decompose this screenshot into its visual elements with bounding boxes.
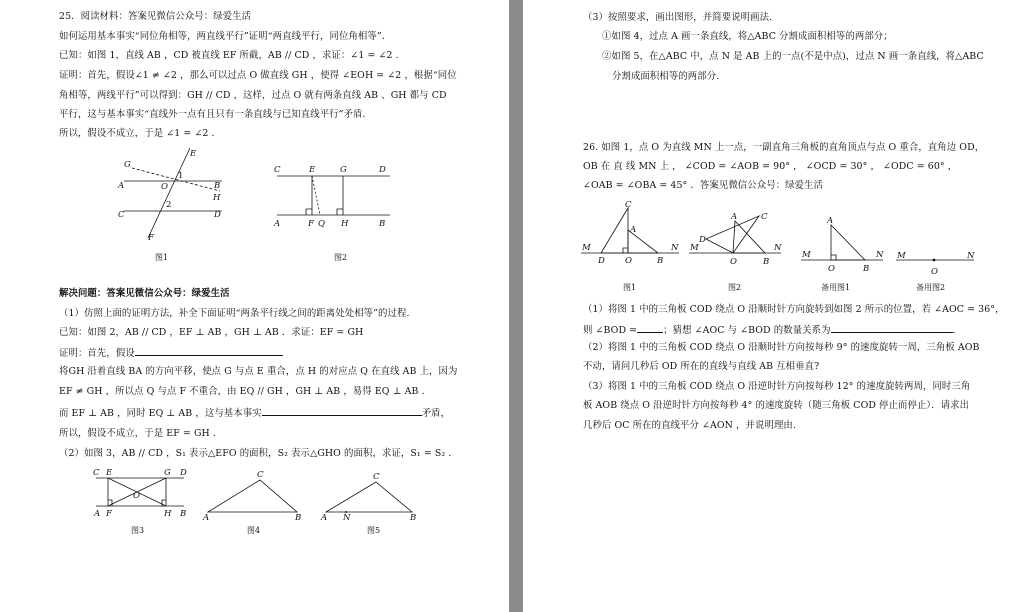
right-angle-h [337, 209, 343, 215]
figure-r3 [801, 215, 886, 273]
fig2-caption: 图2 [334, 253, 348, 262]
fig5-label-b: B [410, 513, 417, 523]
text-line [59, 346, 283, 360]
r1-label-o: O [625, 256, 632, 266]
right-angle-f [306, 209, 312, 215]
fig1-label-2: 2 [166, 200, 172, 210]
q26-title: 26. 如图 1，点 O 为直线 MN 上一点，一副直角三角板的直角顶点与点 O 重合，直角边 OD， [583, 142, 985, 153]
fig2-label-h: H [341, 219, 349, 229]
text-line: 将GH 沿着直线 BA 的方向平移，使点 G 与点 E 重合，点 H 的对应点 Q 在直线 AB 上，因为 [59, 366, 458, 377]
fig1-label-e: E [190, 149, 197, 159]
fig2-label-d: D [379, 165, 386, 175]
text-line: ①如图 4，过点 A 画一条直线，将△ABC 分割成面积相等的两部分； [602, 31, 893, 42]
figure-2 [272, 160, 397, 232]
text-line: 则 ∠BOD = ；猜想 ∠AOC 与 ∠BOD 的数量关系为 . [583, 325, 956, 336]
fig4-label-c: C [257, 470, 264, 480]
r-fig2-caption: 图2 [728, 283, 742, 292]
line-ef [148, 148, 190, 238]
proof-start: 证明：首先，假设 [59, 348, 135, 359]
fig1-label-h: H [213, 193, 221, 203]
fig1-label-g: G [124, 160, 131, 170]
answer-blank-2[interactable] [262, 406, 422, 416]
right-angle-o [623, 248, 628, 253]
fig4-label-a: A [203, 513, 210, 523]
fig1-label-b: B [214, 181, 221, 191]
fig3-label-a: A [94, 509, 101, 519]
fig1-label-f: F [148, 233, 154, 243]
r1-label-m: M [582, 243, 591, 253]
text-line: 已知：如图 2，AB // CD ，EF ⊥ AB ，GH ⊥ AB ．求证：EF = GH [59, 327, 364, 338]
r-fig4-caption: 备用图2 [916, 283, 946, 292]
figure-3 [90, 466, 190, 522]
fig1-label-d: D [214, 210, 221, 220]
text-line [59, 406, 450, 420]
fig1-label-o: O [161, 182, 168, 192]
fig3-label-c: C [93, 468, 100, 478]
page-left [0, 0, 509, 612]
right-angle-o [831, 255, 836, 260]
fact-text: 而 EF ⊥ AB ，同时 EQ ⊥ AB ，这与基本事实 [59, 408, 262, 419]
fig3-label-e: E [106, 468, 113, 478]
fig4-caption: 图4 [247, 526, 261, 535]
text-line: 分割成面积相等的两部分. [612, 71, 720, 82]
fig3-label-h: H [164, 509, 172, 519]
point-o [933, 259, 936, 262]
contradiction-text: 矛盾， [421, 408, 451, 419]
text-line: （3）按照要求，画出图形，并简要说明画法. [583, 12, 773, 23]
text-line: 如何运用基本事实“同位角相等，两直线平行”证明“两直线平行，同位角相等”． [59, 31, 392, 42]
r1-label-a: A [630, 225, 637, 235]
r4-label-n: N [967, 251, 975, 261]
q1-prefix: 则 ∠BOD = [583, 325, 638, 336]
figure-4 [202, 470, 302, 522]
r2-label-n: N [774, 243, 782, 253]
r2-label-c: C [761, 212, 768, 222]
line-gh [132, 168, 220, 191]
fig2-label-f: F [308, 219, 314, 229]
r4-label-o: O [931, 267, 938, 277]
page-right [523, 0, 1036, 612]
text-line: ∠OAB = ∠OBA = 45° ．答案见微信公众号：绿爱生活 [583, 180, 824, 191]
fig1-label-1: 1 [178, 171, 184, 181]
triangle-cod [601, 208, 628, 253]
r1-label-c: C [625, 200, 632, 210]
text-line: 平行，这与基本事实“直线外一点有且只有一条直线与已知直线平行”矛盾． [59, 109, 372, 120]
fig3-label-o: O [133, 491, 140, 501]
text-line: 不动，请问几秒后 OD 所在的直线与直线 AB 互相垂直? [583, 361, 820, 372]
fig2-label-e: E [309, 165, 316, 175]
r2-label-d: D [699, 235, 706, 245]
figure-1 [112, 143, 232, 243]
fig1-label-a: A [118, 181, 125, 191]
text-line: ②如图 5，在△ABC 中，点 N 是 AB 上的一点(不是中点)，过点 N 画一条直线，将△ABC [602, 51, 984, 62]
text-line: 证明：首先，假设∠1 ≠ ∠2 ，那么可以过点 O 做直线 GH ，使得 ∠EOH = ∠2 ，根据“同位 [59, 70, 457, 81]
text-line: 几秒后 OC 所在的直线平分 ∠AON ，并说明理由. [583, 420, 796, 431]
r2-label-a: A [731, 212, 738, 222]
r1-label-d: D [598, 256, 605, 266]
triangle-abc [326, 482, 412, 512]
figure-r1 [581, 198, 681, 270]
r3-label-n: N [876, 250, 884, 260]
fig3-label-d: D [180, 468, 187, 478]
text-line: （1）仿照上面的证明方法，补全下面证明“两条平行线之间的距离处处相等”的过程. [59, 308, 410, 319]
fig3-label-b: B [180, 509, 187, 519]
answer-blank-1[interactable] [135, 346, 283, 356]
figure-r2 [689, 208, 784, 270]
q1-middle: ；猜想 ∠AOC 与 ∠BOD 的数量关系为 [663, 325, 831, 336]
answer-blank-relation[interactable] [831, 323, 953, 333]
triangle-abc [208, 480, 297, 512]
solve-title: 解决问题：答案见微信公众号：绿爱生活 [59, 288, 230, 299]
fig1-caption: 图1 [155, 253, 169, 262]
fig2-label-b: B [379, 219, 386, 229]
fig4-label-b: B [295, 513, 302, 523]
r2-label-m: M [690, 243, 699, 253]
text-line: 角相等，两线平行”可以得到：GH // CD ，这样，过点 O 就有两条直线 AB 、GH 都与 CD [59, 90, 447, 101]
r-fig3-caption: 备用图1 [821, 283, 851, 292]
r3-label-m: M [802, 250, 811, 260]
fig3-label-f: F [106, 509, 112, 519]
text-line: （3）将图 1 中的三角板 COD 绕点 O 沿逆时针方向按每秒 12° 的速度旋转两周，同时三角 [583, 381, 971, 392]
text-line: 所以，假设不成立，于是 EF = GH . [59, 428, 216, 439]
r1-label-n: N [671, 243, 679, 253]
text-line: 板 AOB 绕点 O 沿逆时针方向按每秒 4° 的速度旋转（随三角板 COD 停止而停止）．请求出 [583, 400, 970, 411]
fig5-caption: 图5 [367, 526, 381, 535]
fig5-label-a: A [321, 513, 328, 523]
text-line: EF ≠ GH ，所以点 Q 与点 F 不重合，由 EQ // GH ，GH ⊥ AB ，易得 EQ ⊥ AB . [59, 386, 425, 397]
fig2-label-q: Q [318, 219, 325, 229]
text-line: OB 在 直 线 MN 上 ， ∠COD = ∠AOB = 90° ， ∠OCD = 30° ， ∠ODC = 60° ， [583, 161, 958, 172]
figure-r4 [896, 250, 978, 280]
triangle-aob [733, 221, 765, 253]
fig5-label-c: C [373, 472, 380, 482]
text-line: （1）将图 1 中的三角板 COD 绕点 O 沿顺时针方向旋转到如图 2 所示的位置，若 ∠AOC = 36°， [583, 304, 1005, 315]
q25-title: 25．阅读材料：答案见微信公众号：绿爱生活 [59, 11, 252, 22]
figure-5 [318, 474, 418, 522]
r3-label-o: O [828, 264, 835, 274]
text-line: 所以，假设不成立，于是 ∠1 = ∠2 . [59, 128, 215, 139]
fig5-label-n: N [343, 513, 351, 523]
fig3-caption: 图3 [131, 526, 145, 535]
r2-label-b: B [763, 257, 770, 267]
answer-blank-bod[interactable] [637, 323, 663, 333]
fig2-label-g: G [340, 165, 347, 175]
text-line: （2）如图 3，AB // CD ，S₁ 表示△EFO 的面积，S₂ 表示△GHO 的面积，求证，S₁ = S₂ . [59, 448, 452, 459]
text-line: （2）将图 1 中的三角板 COD 绕点 O 沿顺时针方向按每秒 9° 的速度旋转一周，三角板 AOB [583, 342, 980, 353]
text-line: 已知：如图 1，直线 AB ，CD 被直线 EF 所截，AB // CD ，求证：∠1 = ∠2 . [59, 50, 399, 61]
fig1-label-c: C [118, 210, 125, 220]
r4-label-m: M [897, 251, 906, 261]
r3-label-a: A [827, 216, 834, 226]
r-fig1-caption: 图1 [623, 283, 637, 292]
fig2-label-a: A [274, 219, 281, 229]
r3-label-b: B [863, 264, 870, 274]
segment-eq [312, 176, 320, 215]
fig2-label-c: C [274, 165, 281, 175]
r2-label-o: O [730, 257, 737, 267]
r1-label-b: B [657, 256, 664, 266]
fig3-label-g: G [164, 468, 171, 478]
